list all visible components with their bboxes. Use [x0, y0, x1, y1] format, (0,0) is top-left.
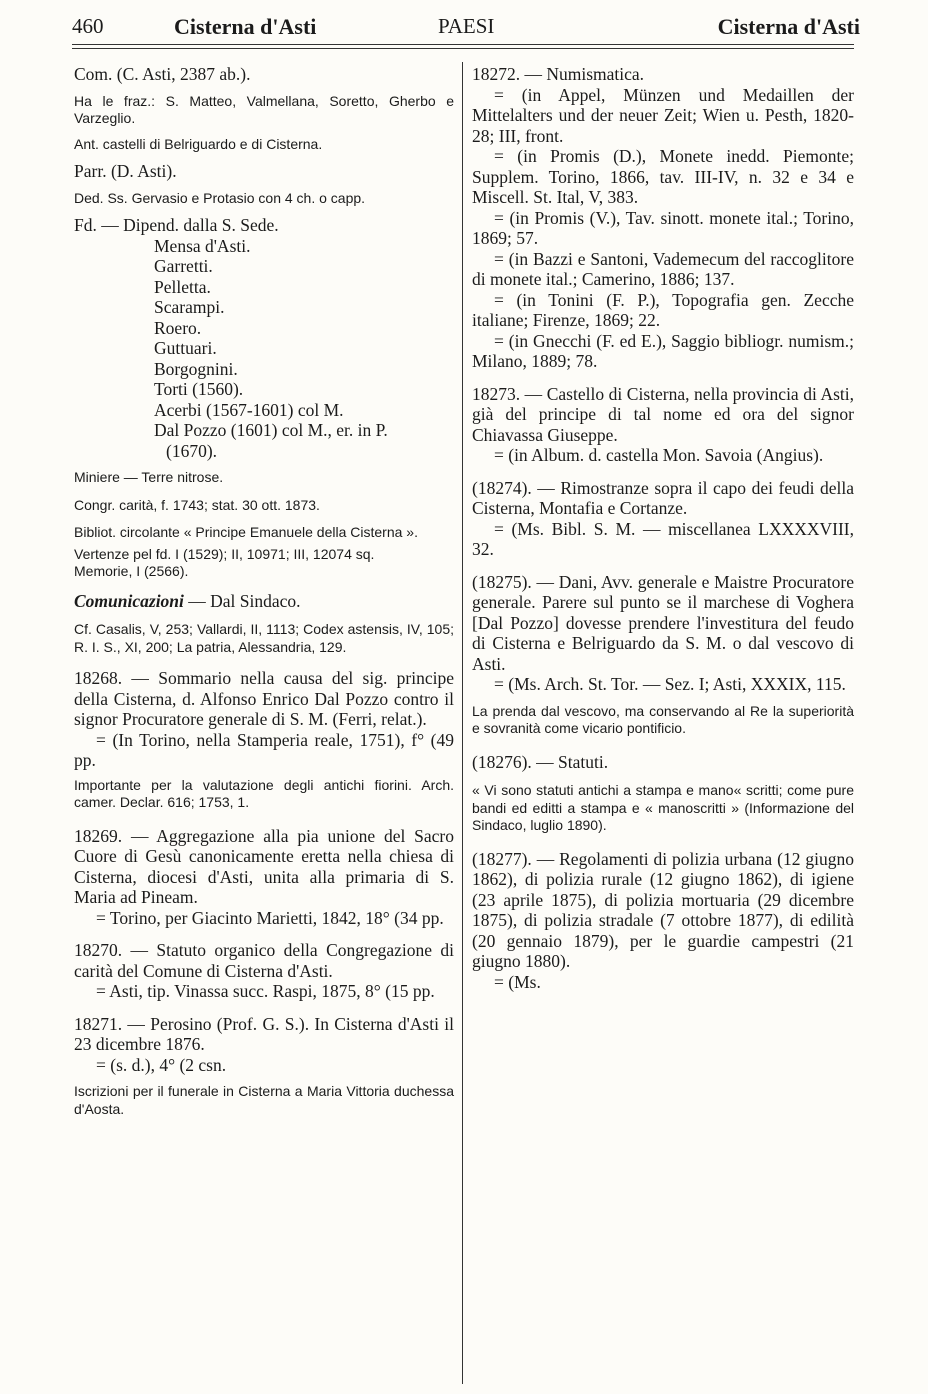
fief-item: Roero.: [154, 317, 202, 338]
entry-18270-pub: = Asti, tip. Vinassa succ. Raspi, 1875, 8° (15 pp.: [96, 981, 435, 1001]
entry-18268: 18268. — Sommario nella causa del sig. principe della Cisterna, d. Alfonso Enrico Dal Pozzo contro il signor Procuratore generale di S. M. (Ferri, relat.).: [74, 668, 454, 729]
communications: Comunicazioni — Dal Sindaco.: [74, 590, 301, 611]
entry-18275-note: La prenda dal vescovo, ma conservando al Re la superiorità e sovranità come vicario pontificio.: [472, 702, 854, 736]
fief-item: Torti (1560).: [154, 379, 244, 399]
commune-info: Com. (C. Asti, 2387 ab.).: [74, 64, 251, 84]
fief-item: Acerbi (1567-1601) col M.: [154, 399, 344, 420]
fief-item: Pelletta.: [154, 276, 211, 297]
entry-18273: 18273. — Castello di Cisterna, nella provincia di Asti, già del principe di tal nome ed ora del signor Chiavassa Giuseppe.: [472, 383, 854, 445]
right-column: [472, 64, 854, 992]
fief-item: Borgognini.: [154, 358, 238, 379]
references: Cf. Casalis, V, 253; Vallardi, II, 1113; Codex astensis, IV, 105; R. I. S., XI, 200; La patria, Alessandria, 129.: [74, 621, 454, 655]
fief-item: Dal Pozzo (1601) col M., er. in P.: [154, 420, 388, 440]
entry-18272-b: = (in Promis (D.), Monete inedd. Piemonte; Supplem. Torino, 1866, tav. III-IV, n. 32 e 34 e Miscell. St. Ital, V, 383.: [472, 146, 854, 207]
fief-item-cont: (1670).: [166, 440, 218, 461]
memoirs: Memorie, I (2566).: [74, 563, 189, 579]
entry-18271: 18271. — Perosino (Prof. G. S.). In Cisterna d'Asti il 23 dicembre 1876.: [74, 1013, 454, 1054]
entry-18273-pub: = (in Album. d. castella Mon. Savoia (Angius).: [494, 445, 824, 465]
entry-18270: 18270. — Statuto organico della Congregazione di carità del Comune di Cisterna d'Asti.: [74, 940, 454, 981]
charity-congregation: Congr. carità, f. 1743; stat. 30 ott. 1873.: [74, 496, 320, 513]
entry-18277-pub: = (Ms.: [494, 971, 541, 992]
fief-item: Garretti.: [154, 256, 213, 276]
entry-18268-note: Importante per la valutazione degli antichi fiorini. Arch. camer. Declar. 616; 1753, 1.: [74, 776, 454, 810]
running-header: [72, 14, 860, 44]
entry-18274: (18274). — Rimostranze sopra il capo dei feudi della Cisterna, Montafia e Cortanze.: [472, 477, 854, 518]
entry-18274-pub: = (Ms. Bibl. S. M. — miscellanea LXXXXVIII, 32.: [472, 518, 854, 559]
disputes: Vertenze pel fd. I (1529); II, 10971; III, 12074 sq.: [74, 545, 375, 562]
entry-18272-c: = (in Promis (V.), Tav. sinott. monete ital.; Torino, 1869; 57.: [472, 207, 854, 248]
fief-item: Scarampi.: [154, 297, 225, 317]
parish: Parr. (D. Asti).: [74, 161, 177, 181]
mines: Miniere — Terre nitrose.: [74, 469, 224, 485]
header-title-right: Cisterna d'Asti: [717, 14, 860, 39]
entry-18271-pub: = (s. d.), 4° (2 csn.: [96, 1054, 227, 1075]
entry-18268-pub: = (In Torino, nella Stamperia reale, 1751), f° (49 pp.: [74, 729, 454, 770]
fiefs-heading: Fd. — Dipend. dalla S. Sede.: [74, 215, 279, 235]
fractions: Ha le fraz.: S. Matteo, Valmellana, Soretto, Gherbo e Varzeglio.: [74, 92, 454, 126]
fief-item: Mensa d'Asti.: [154, 235, 251, 256]
header-title-left: Cisterna d'Asti: [174, 14, 317, 39]
fief-item: Guttuari.: [154, 338, 217, 358]
castles: Ant. castelli di Belriguardo e di Cisterna.: [74, 135, 323, 152]
header-section: PAESI: [438, 14, 495, 38]
entry-18272-d: = (in Bazzi e Santoni, Vademecum del raccoglitore di monete ital.; Camerino, 1886; 137.: [472, 248, 854, 289]
entry-18272-e: = (in Tonini (F. P.), Topografia gen. Zecche italiane; Firenze, 1869; 22.: [472, 289, 854, 330]
entry-18271-note: Iscrizioni per il funerale in Cisterna a Maria Vittoria duchessa d'Aosta.: [74, 1083, 454, 1117]
library: Bibliot. circolante « Principe Emanuele della Cisterna ».: [74, 524, 418, 540]
entry-18276: (18276). — Statuti.: [472, 751, 609, 772]
entry-18269: 18269. — Aggregazione alla pia unione del Sacro Cuore di Gesù canonicamente eretta nella chiesa di Cisterna, diocesi d'Asti, unita alla primaria di S. Maria ad Pineam.: [74, 825, 454, 907]
entry-18275: (18275). — Dani, Avv. generale e Maistre Procuratore generale. Parere sul punto se il marchese di Voghera [Dal Pozzo] dovesse prendere l'investitura del feudo di Cisterna e Belriguardo da S. M. o dal vescovo di Asti.: [472, 571, 854, 674]
dedication: Ded. Ss. Gervasio e Protasio con 4 ch. o capp.: [74, 189, 366, 206]
column-divider: [462, 62, 463, 1384]
entry-18272: 18272. — Numismatica.: [472, 64, 645, 84]
entry-18275-pub: = (Ms. Arch. St. Tor. — Sez. I; Asti, XXXIX, 115.: [494, 674, 846, 694]
header-rule: [72, 44, 854, 45]
entry-18269-pub: = Torino, per Giacinto Marietti, 1842, 18° (34 pp.: [96, 907, 444, 928]
entry-18272-f: = (in Gnecchi (F. ed E.), Saggio bibliogr. numism.; Milano, 1889; 78.: [472, 330, 854, 371]
entry-18277: (18277). — Regolamenti di polizia urbana (12 giugno 1862), di polizia rurale (12 giugno 1862), di igiene (23 aprile 1875), di polizia mortuaria (29 dicembre 1875), di polizia stradale (7 ottobre 1877), di edilità (20 gennaio 1879), per le guardie campestri (21 giugno 1880).: [472, 848, 854, 971]
entry-18276-note: « Vi sono statuti antichi a stampa e mano« scritti; come pure bandi ed editti a stampa e « manoscritti » (Informazione del Sindaco, luglio 1890).: [472, 782, 854, 833]
header-rule-double: [72, 48, 854, 49]
page-number: 460: [72, 14, 104, 38]
left-column: [74, 64, 454, 1118]
entry-18272-a: = (in Appel, Münzen und Medaillen der Mittelalters und der neuer Zeit; Wien u. Pesth, 1820-28; III, front.: [472, 84, 854, 146]
